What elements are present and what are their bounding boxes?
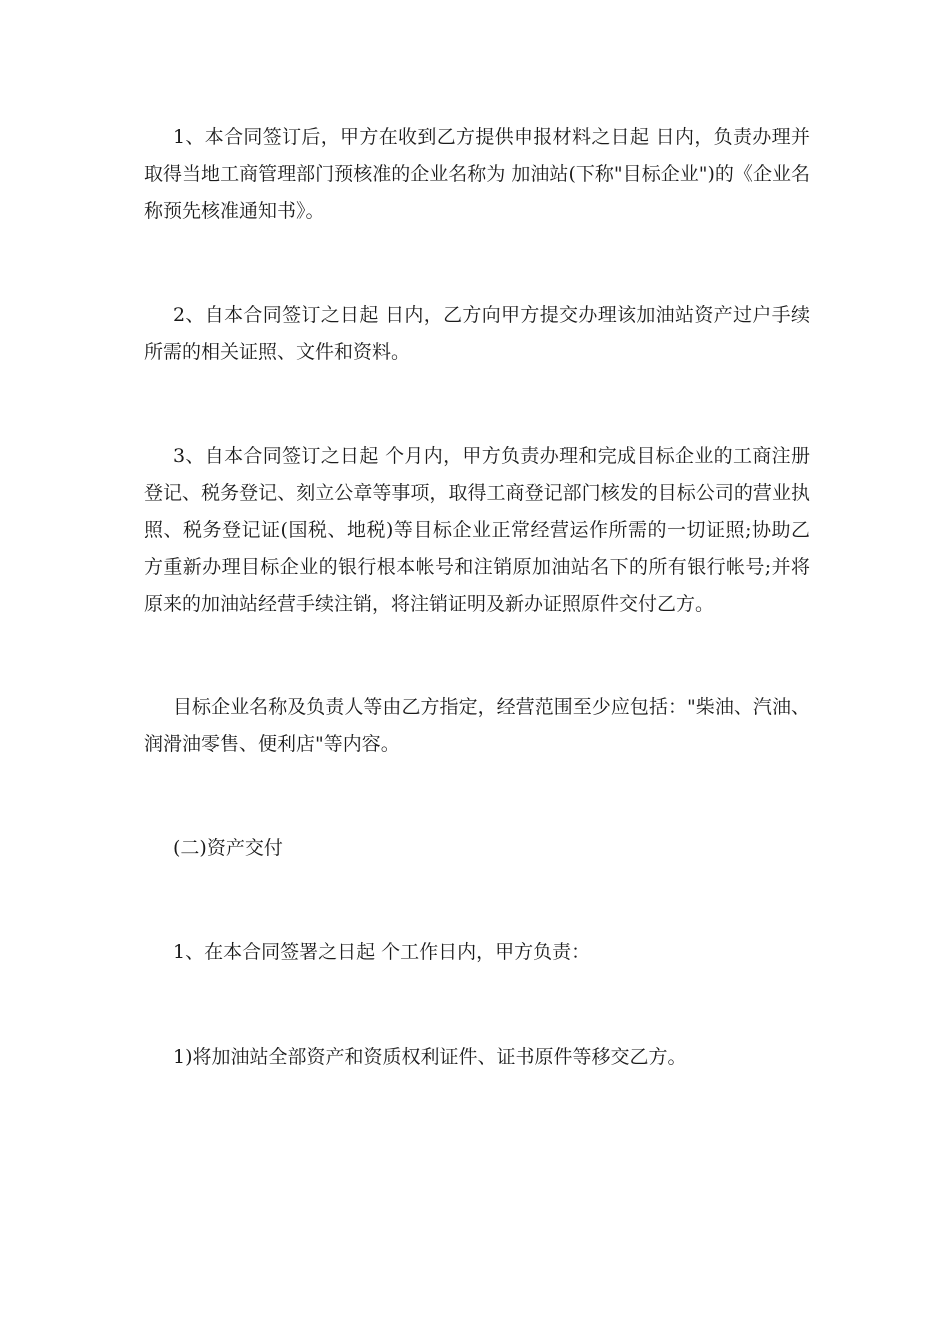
- paragraph-delivery-item-1: 1)将加油站全部资产和资质权利证件、证书原件等移交乙方。: [173, 1046, 687, 1068]
- paragraph-delivery-clause-1: 1、在本合同签署之日起 个工作日内，甲方负责：: [173, 941, 591, 963]
- paragraph-clause-3: 3、自本合同签订之日起 个月内，甲方负责办理和完成目标企业的工商注册登记、税务登记、刻立公章等事项，取得工商登记部门核发的目标公司的营业执照、税务登记证(国税、地税)等目标企业正常经营运作所需的一切证照;协助乙方重新办理目标企业的银行根本帐号和注销原加油站名下的所有银行帐号;并将原来的加油站经营手续注销，将注销证明及新办证照原件交付乙方。: [144, 445, 810, 615]
- paragraph-clause-1: 1、本合同签订后，甲方在收到乙方提供申报材料之日起 日内，负责办理并取得当地工商管理部门预核准的企业名称为 加油站(下称"目标企业")的《企业名称预先核准通知书》。: [144, 126, 810, 222]
- paragraph-clause-2: 2、自本合同签订之日起 日内，乙方向甲方提交办理该加油站资产过户手续所需的相关证照、文件和资料。: [144, 304, 810, 363]
- section-heading-asset-delivery: (二)资产交付: [173, 837, 283, 859]
- paragraph-target-enterprise: 目标企业名称及负责人等由乙方指定，经营范围至少应包括："柴油、汽油、润滑油零售、便利店"等内容。: [144, 696, 810, 755]
